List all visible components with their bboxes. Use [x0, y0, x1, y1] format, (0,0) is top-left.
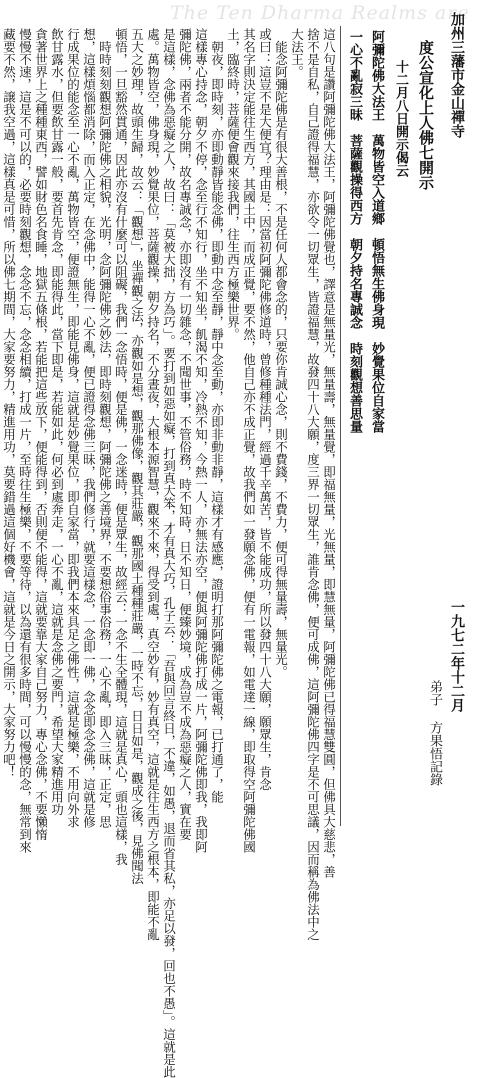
text-column-4: 能念阿彌陀佛是有很大善根，不是任何人都會念的，只要你肯誠心念，則不費錢，不費力，便可得無量壽，無量光。	[273, 28, 289, 678]
doc-title: 度公宣化上人佛七開示	[417, 40, 435, 190]
org-header: 加州三藩市金山禪寺	[449, 12, 465, 138]
text-column-6: 其名字則決定能往生西方，其國土中，而成正覺，要不然，他自己亦不成正覺，故我們如一發願念佛，便有一電報，如電達一線，即取得空阿彌陀佛國	[241, 28, 257, 853]
text-column-8: 朝夜，即時刻，亦即動靜皆能念佛，即動中念至靜，靜中念至動，亦即非動非靜，這樣才有感應，證明打那阿彌陀佛之電報，已打通了，能	[209, 28, 225, 803]
text-column-21: 藏要不然，譲我空過，這樣真是可惜，所以佛七期間，大家要努力，精進用功，莫要錯過這個好機會，這就是今日之開示，大家努力吧！	[1, 28, 17, 778]
text-column-11: 是這樣，念佛為惡癡之人，故曰：「莫被大拙，方為巧」。要打到如惡如癡，打到真大笨，才有真大巧，孔子云：「吾與回言終日，不違，如愚，退而省其私，亦足以發，回也不愚」。這就是此	[161, 28, 177, 1078]
text-column-10: 彌陀佛，兩者不能分開，故名專誠念，亦即沒有一切雜念，不聞世事，不管俗務，時不知時，日不知日，便臻妙境，成為豈不成為惡癡之人，實在要	[177, 28, 193, 841]
text-column-12: 處。萬物皆空，佛身現，妙覺果位，菩薩觀操，朝夕持名，不分晝夜，大根本源智慧，觀來不來，得受到處，真空妙有，妙有真空，這就是往生西方之根本，即能不亂	[145, 28, 161, 941]
text-column-1: 這八句是讚阿彌陀佛大法王，阿彌陀佛覺也，譯意是無量光，無量壽，無量覺，即福無量，光無量，即慧無量，阿彌陀佛已得福慧雙圓，但佛具大慈悲，善	[321, 28, 337, 878]
text-column-5: 或曰：這豈不是大便宜？理由是：因當初阿彌陀佛修道時，曾修種種法門，經過千辛萬苦，皆不能成功，所以發四十八大願，願眾生，肯念	[257, 28, 273, 791]
date-header: 一九七二年十二月	[449, 600, 465, 712]
text-column-15: 時時刻刻觀想阿彌陀佛之相貌，光明，念阿彌陀佛之妙法，即時刻觀想，阿彌陀佛之善境界，不要想俗事俗務，一心不亂，即入三昧，正定，思	[97, 28, 113, 828]
text-column-2: 捨不是自私，自己證得福慧，亦欲令一切眾生，皆證福慧，故發四十八大願，度三界一切眾生，誰肯念佛，便可成佛，這阿彌陀佛四字是不可思議，因而稱為佛法中之	[305, 28, 321, 941]
column-divider	[340, 26, 341, 826]
text-column-16: 想，這樣煩惱都消除，而入正定，在念佛中，能得一心不亂，便已證得念佛三昧，我們修行，就要這樣念，一念即一佛，念念即念念佛，這就是修	[81, 28, 97, 828]
text-column-3: 大法王。	[289, 28, 305, 78]
recorder-line: 弟子 方果悟記錄	[427, 680, 442, 786]
text-column-13: 五大之妙理，故頭生歸，故云：「觀想」，坐禪觀之法，亦觀如是想，觀那佛像，觀其莊嚴，觀那國土種種莊嚴，一時不忘，日日如是，觀成之後，見佛聞法	[129, 28, 145, 885]
bleed-through-title: The Ten Dharma Realms are	[170, 2, 470, 24]
text-column-7: 土，臨終時，菩薩便會觀來接我們，往生西方極樂世界。	[225, 28, 241, 341]
doc-subtitle: 十二月八日開示偈云	[393, 60, 408, 177]
text-column-14: 頓悟，一旦豁然貫通，因此亦沒有什麼可以阻礙，我們一念悟時，便是佛，一念迷時，便是眾生，故經云：一念不生全體現，這就是真心，頭也這樣，我	[113, 28, 129, 866]
verse-line-1: 阿彌陀佛大法王 萬物皆空入道鄉 頓悟無生佛身現 妙覺果位自家當	[369, 30, 384, 433]
verse-line-2: 一心不亂寂三昧 菩薩觀操得西方 朝夕持名專誠念 時刻觀想善思量	[347, 30, 362, 433]
text-column-19: 貪著世界上之種種東西，譬如財色名食睡，地獄五條根，若能把這些放下，便能得到，否則便不能得，這就要靠大家自己努力，專心念佛，不要懶惰	[33, 28, 49, 841]
text-column-9: 這樣專心持念，朝夕不停，念至行不知行，坐不知坐，飢渴不知，冷熱不知，今熱一人，亦無法亦空，便與阿彌陀佛打成一片，阿彌陀佛即我，我即阿	[193, 28, 209, 853]
text-column-20: 慢慢不速，這是不可以的，必要時刻觀想，念念不忘，念念相續，打成一片，至時往生極樂，不要等待，以為還有很多時間，可以慢慢的念，無常到來	[17, 28, 33, 853]
text-column-18: 飲甘露水，但要飲甘露一般，要首先肯念，即能得此，當下即是，若能如此，何必到處奔走，一心不亂，這就是念佛之要門，希望大家精進用功	[49, 28, 65, 816]
text-column-17: 行成果位的能念至一心不亂，萬物皆空，便證無生，即能見佛身，這就是妙覺果位，即自家當，即我們本來具足之佛性，這就是極樂，不用向外求	[65, 28, 81, 828]
